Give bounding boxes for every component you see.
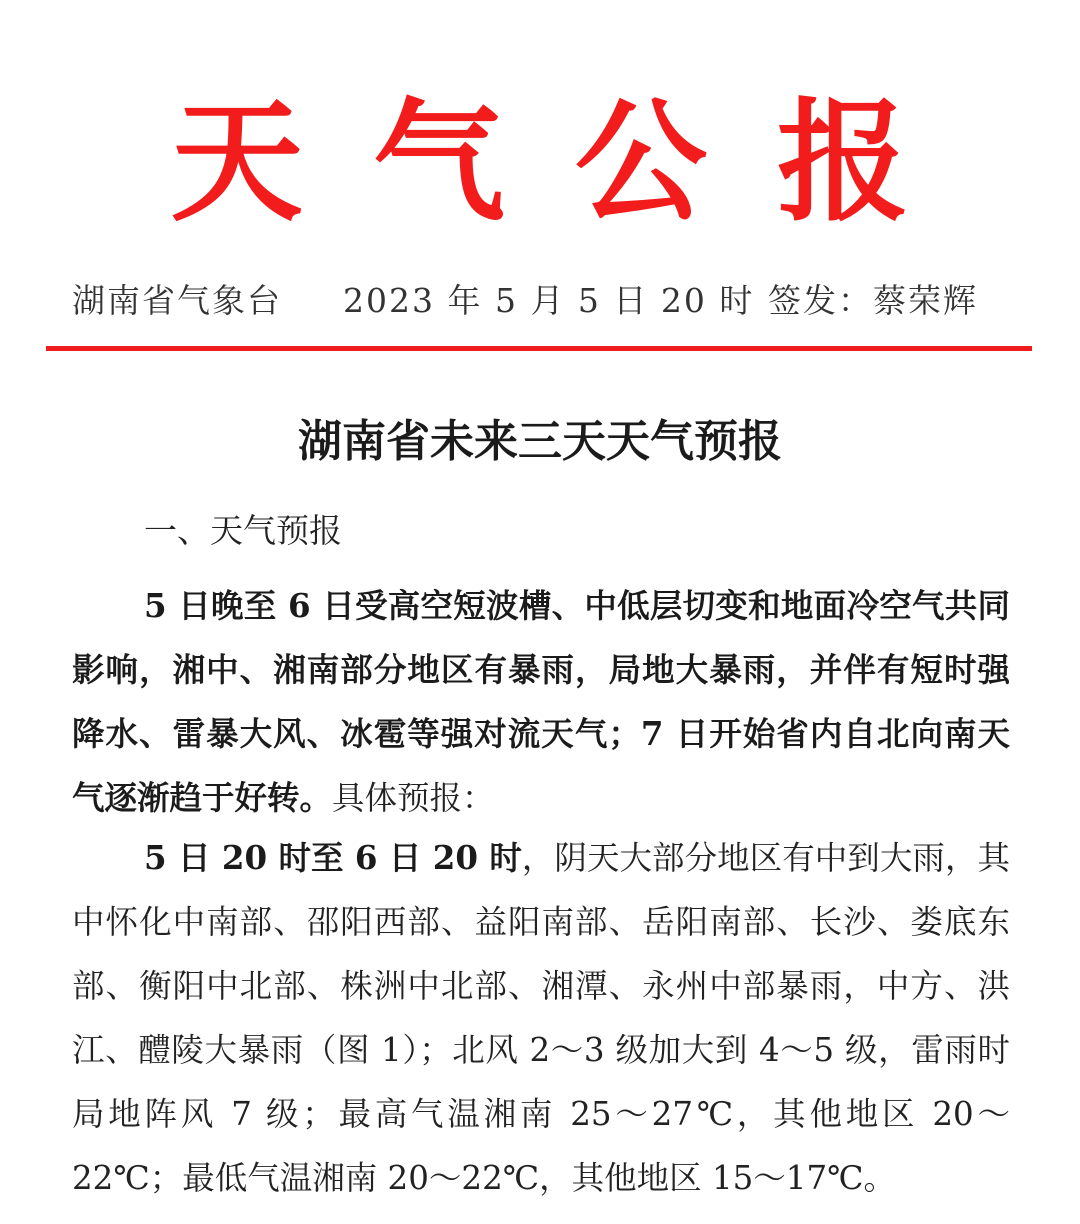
red-divider-line [46, 346, 1032, 351]
detail-normal-text: ，阴天大部分地区有中到大雨，其中怀化中南部、邵阳西部、益阳南部、岳阳南部、长沙、娄底东部、衡阳中北部、株洲中北部、湘潭、永州中部暴雨，中方、洪江、醴陵大暴雨（图 1）；北风 2～3 级加大到 4～5 级，雷雨时局地阵风 7 级；最高气温湘南 25～27℃，其他地区 20～22℃；最低气温湘南 20～22℃，其他地区 15～17℃。 [72, 839, 1010, 1197]
detail-period-text: 5 日 20 时至 6 日 20 时 [144, 838, 522, 877]
section-heading: 一、天气预报 [144, 511, 342, 550]
document-title: 湖南省未来三天天气预报 [298, 416, 782, 467]
summary-normal-text: 具体预报： [332, 779, 495, 817]
issuer-name: 湖南省气象台 [72, 281, 282, 320]
forecast-detail-paragraph [72, 826, 1010, 1210]
summary-bold-text: 5 日晚至 6 日受高空短波槽、中低层切变和地面冷空气共同影响，湘中、湘南部分地区有暴雨，局地大暴雨，并伴有短时强降水、雷暴大风、冰雹等强对流天气；7 日开始省内自北向南天气逐渐趋于好转。 [72, 586, 1010, 817]
bulletin-masthead-title: 天气公报 [171, 86, 979, 240]
header-meta-row [0, 276, 1080, 326]
forecast-summary-paragraph [72, 574, 1010, 830]
issue-datetime: 2023 年 5 月 5 日 20 时 [343, 281, 755, 320]
signer-name: 签发：蔡荣辉 [768, 281, 978, 320]
